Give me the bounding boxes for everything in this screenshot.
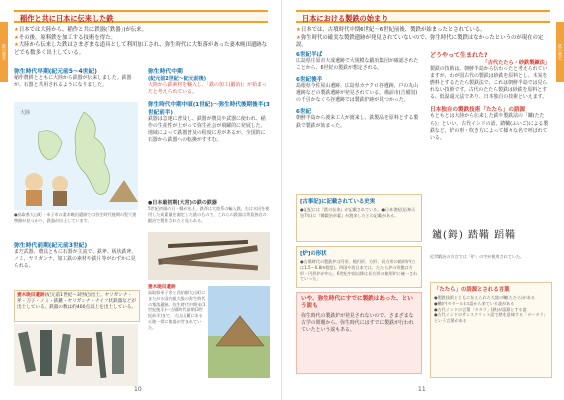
section-heading: 6世紀後半 bbox=[296, 77, 323, 84]
section-text: 稲作農耕とともに大陸から鉄器が伝来しました。鉄器が、石器と共用されるようになりました。 bbox=[14, 75, 132, 89]
question-subheading: 「古代たたら・砂鉄製錬法」 bbox=[482, 60, 550, 66]
kanji-display: 鑪(鉧) 踏鞴 蹈鞴 bbox=[432, 230, 517, 241]
tools-photo bbox=[14, 324, 138, 386]
map-caption: ●鳥取県大山町・米子市の妻木晩田遺跡では弥生時代後期の竪穴建物跡が見つかり、鉄器が出土しています。 bbox=[14, 212, 137, 223]
bullet-icon: ★ bbox=[296, 34, 301, 41]
theory-box bbox=[296, 292, 422, 374]
page-title: 稲作と共に日本に伝来した鉄 bbox=[14, 10, 268, 23]
origin-heading: 日本独自の製鉄技術「たたら」の語源 bbox=[430, 107, 526, 114]
words-box bbox=[430, 282, 552, 378]
note-box bbox=[14, 290, 140, 322]
furnace-title: [炉]の形状 bbox=[300, 251, 327, 257]
kanji-caption: 近世鍛冶の方言では「炉」の字が使用されていた。 bbox=[430, 254, 525, 259]
section-heading: 弥生時代早期(紀元前5〜4世紀) bbox=[14, 69, 97, 75]
origin-text: もともとは大陸から伝来した鉄や製鉄法の「鑪(たたら)」といい、古代インドの語、踏鞴(ふいご)による製鉄など、炉の形・吹き方によって様々な名で呼ばれている。 bbox=[430, 113, 549, 141]
left-column bbox=[296, 50, 420, 130]
bullet-icon: ★ bbox=[14, 42, 19, 49]
words-item: ●古代インドのサンスクリット語で熱を意味する「タータラ」という言葉がある bbox=[434, 312, 548, 324]
furnace-text: ●古墳時代の製鉄炉は円形、楕円形、方形、長方形の箱形炉(○は1.5〜0.8m程度)。四国や西日本では、たたら炉の形態は方形・円形炉が中心、6世紀中頃以降は長方形の箱形炉に統一されていった。 bbox=[300, 259, 418, 282]
artifact-title: ●日本最初期(大宮)の鉄の鉄器 bbox=[148, 200, 217, 206]
bullet-icon: ★ bbox=[14, 34, 19, 41]
section-heading: 弥生時代中期 bbox=[148, 69, 183, 75]
intro-bullets: ★日本では大陸から、稲作と共に鉄器(「鉄器」)が伝来。 ★その後、原料鉄を加工する技術を得た。 ★大陸から伝来した鉄はさまざまな道具として利用加工され、弥生時代に大集落があった妻木晩田遺跡などでも数多く出土している。 bbox=[14, 27, 268, 56]
section-heading: 弥生時代前期(紀元前3世紀) bbox=[14, 243, 88, 249]
theory-text: 弥生時代の製鉄炉が発見されないので、さまざまな古学の問題から、弥生時代にはすでに製鉄が行われていたという説もある。 bbox=[301, 313, 414, 334]
page-title: 日本における製鉄の始まり bbox=[296, 10, 550, 23]
kojiki-text: ●記紀には『鉄の伝来』が記載されている。●日本書紀(応神天皇7年)に『韓鍛冶卓素』が渡来したとの記載がある。 bbox=[300, 207, 416, 218]
words-item: ●鞴炉(タタール)の語から来ている説がある bbox=[434, 300, 515, 306]
artifact-photo bbox=[148, 232, 270, 280]
words-heading: 「たたら」の語源とされる言葉 bbox=[434, 287, 510, 293]
note-text: (紀元前1世紀〜3世紀)出土。ヤリガンナ・斧・刀子・ノミ・鉄鏃・ヤリガンナ・ナイフ状鉄器などが出土している。鉄器の数は約400点以上を出土している。 bbox=[17, 293, 137, 310]
artifact-block bbox=[148, 199, 270, 223]
page-number: 11 bbox=[418, 386, 426, 393]
artifact-text: 5世紀初頭の日・韓が出土、鉄斧は大陸系の輸入鉄。右は水田を使用した炭素量を測定した鉄のもので、これらの鉄器は列島独自の鍛冶で製作されたと見られる。 bbox=[148, 206, 270, 223]
words-item: ●古代インドの言葉「タタラ」(熱)が語源とする説 bbox=[434, 306, 527, 312]
note-title: 妻木晩田遺跡 bbox=[17, 293, 45, 298]
question-heading: どうやって生まれた? bbox=[430, 52, 488, 59]
section-heading: 6世紀 bbox=[296, 109, 312, 116]
hut-caption-block bbox=[148, 284, 206, 331]
question-text: 製鉄の技術は、朝鮮半島から伝わったと考えられていますが、わが国古代の製鉄は砂鉄を原料とし、木炭を燃料とするたたら製鉄法で、これは朝鮮半島では見られない技術です。古代のたたら製鉄は砂鉄を原料とする、低温還元法であり、日本独自の技術といえます。 bbox=[430, 66, 548, 101]
page-number: 10 bbox=[134, 386, 142, 393]
right-column bbox=[148, 66, 270, 145]
left-column bbox=[14, 66, 138, 89]
period2-block bbox=[14, 240, 138, 270]
kojiki-title: [古事記]に記載されている史実 bbox=[300, 199, 376, 205]
section-text: 島根県今佐屋山遺跡、広島県カナクロ谷遺跡、戸の丸山遺跡などの製鉄遺跡が発見されている。備前市(吉備国)の千引かなくろ谷遺跡では製鉄炉跡が見つかった。 bbox=[296, 83, 419, 104]
chapter-tab: 鉄の歴史 bbox=[556, 22, 564, 82]
kojiki-box bbox=[296, 194, 422, 242]
words-item: ●製鉄技術とともに伝えられた大陸の鞴(たたら)がある bbox=[434, 295, 535, 300]
section-text: 広島県庄原市大成遺跡で大規模な鍛冶集団が確認されたことから、6世紀の製鉄が想定される。 bbox=[296, 58, 419, 72]
chapter-tab: 鉄の歴史 bbox=[0, 22, 8, 82]
section-heading: 6世紀半ば bbox=[296, 52, 323, 58]
svg-text:大陸: 大陸 bbox=[20, 110, 31, 116]
section-subheading: (紀元前2世紀〜紀元前後) bbox=[148, 76, 207, 82]
section-text: 大陸から鉄素材を輸入し、「鉄の加工(鍛冶)」が始まったと考えられている。 bbox=[148, 82, 267, 96]
right-column bbox=[430, 50, 550, 142]
intro-bullets: ★日本では、古墳時代中期6世紀〜6世紀前後、製鉄が始まったとされている。 ★弥生時代の確実な製鉄遺跡が発見されていないので、弥生時代に製鉄はなかったというのが現在の定説。 bbox=[296, 27, 544, 49]
section-text: まだ武器、農具ともに石器が主流で、鉄斧、板状鉄斧、ノミ、ヤリガンナ、加工鉄の素材や鉄片等がわずかに見られる。 bbox=[14, 249, 137, 270]
theory-heading: いや、弥生時代にすでに製鉄はあった、という説も bbox=[301, 296, 413, 309]
bullet-icon: ★ bbox=[296, 27, 301, 33]
hut-caption-text: 鳥取県米子市と西伯郡大山町にまたがる国内最大級の弥生時代の集落遺跡。弥生時代中期末(1世紀後半)〜古墳時代前期(3世紀前半)まで、大山山麓にある丘陵一帯に集落が営まれていた。 bbox=[148, 290, 206, 330]
section-text: 鉄器は急速に普及し、鉄器が農具や武器に使われ、稲作の生産性が上がって弥生社会が飛躍的に発展した。地域によって鉄器普及の程度に差があるが、全国的に石器から鉄器への転換がすすむ。 bbox=[148, 116, 266, 144]
hut-caption-title: 妻木晩田遺跡 bbox=[148, 285, 176, 290]
furnace-box bbox=[296, 246, 422, 288]
right-page bbox=[282, 0, 564, 400]
section-text: 朝鮮半島から渡来工人が渡来し、鉄製品を原料とする製鉄で製鉄が始まった。 bbox=[296, 115, 419, 129]
bullet-icon: ★ bbox=[14, 27, 19, 33]
hut-photo bbox=[208, 286, 270, 378]
section-heading: 弥生時代中期中頃(1世紀)〜弥生時代後期後半(3世紀前半) bbox=[148, 102, 270, 117]
map-illustration bbox=[14, 102, 138, 210]
